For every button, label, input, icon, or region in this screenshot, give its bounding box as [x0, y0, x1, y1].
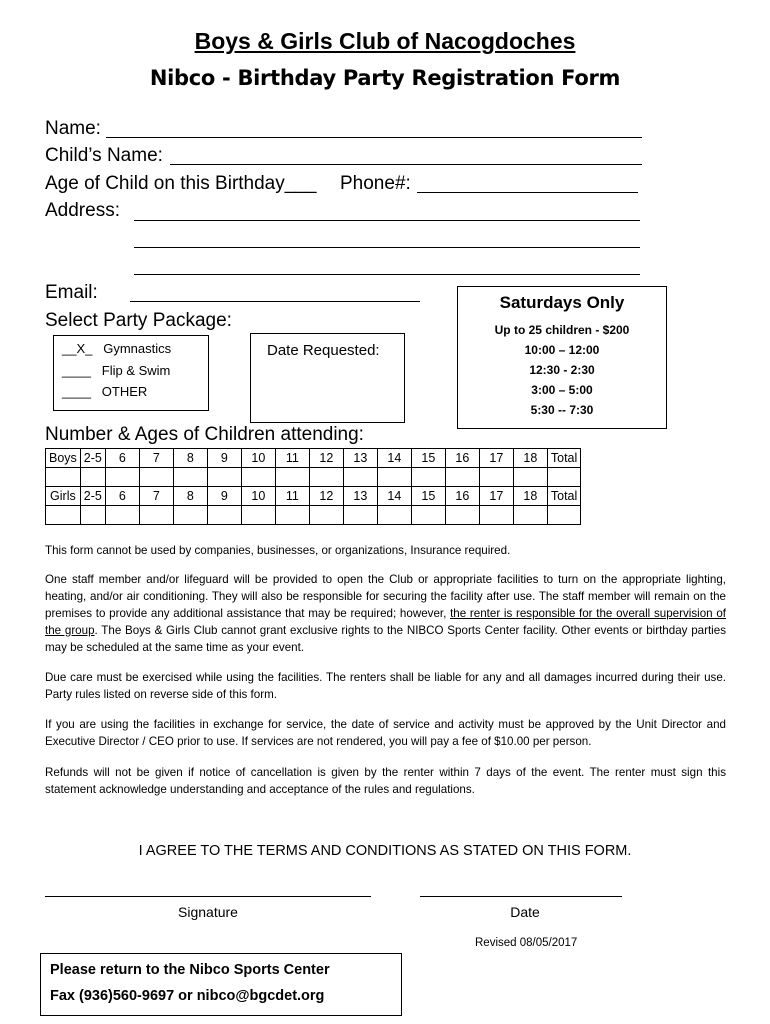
- age-cell: 2-5: [80, 487, 105, 506]
- email-field[interactable]: [130, 301, 420, 302]
- entry-cell[interactable]: [411, 506, 445, 525]
- entry-cell[interactable]: [547, 468, 580, 487]
- entry-cell[interactable]: [411, 468, 445, 487]
- return-instructions-box: [40, 953, 402, 1016]
- entry-cell[interactable]: [80, 468, 105, 487]
- age-cell: 15: [411, 449, 445, 468]
- age-cell: 17: [479, 449, 513, 468]
- agreement-statement: I AGREE TO THE TERMS AND CONDITIONS AS STATED ON THIS FORM.: [138, 843, 632, 859]
- name-label: Name:: [45, 118, 101, 139]
- girls-header-row: [46, 487, 581, 506]
- package-option-other[interactable]: ____ OTHER: [62, 384, 148, 399]
- ages-table: [45, 448, 581, 525]
- address-field-line-3[interactable]: [134, 274, 640, 275]
- entry-cell[interactable]: [309, 468, 343, 487]
- entry-cell[interactable]: [445, 506, 479, 525]
- date-requested-box[interactable]: [250, 333, 405, 423]
- total-cell: Total: [547, 449, 580, 468]
- terms-paragraph-3: Due care must be exercised while using the facilities. The renters shall be liable for any and all damages incurred during their use. Party rules listed on reverse side of this form.: [45, 671, 726, 701]
- time-slot-1: 10:00 – 12:00: [524, 343, 600, 357]
- time-slot-2: 12:30 - 2:30: [529, 363, 595, 377]
- entry-cell[interactable]: [207, 468, 241, 487]
- entry-cell: [46, 506, 81, 525]
- terms-paragraph-2: One staff member and/or lifeguard will be provided to open the Club or appropriate facilities to turn on the appropriate lighting, heating, and/or air conditioning. They will also be responsible for securing the facility after use. The staff member will remain on the premises to provide any additional assistance that may be required; however, the renter is responsible for the overall supervision of the group. The Boys & Girls Club cannot grant exclusive rights to the NIBCO Sports Center facility. Other events or birthday parties may be scheduled at the same time as your event.: [45, 573, 727, 654]
- age-cell: 6: [105, 487, 139, 506]
- entry-cell[interactable]: [275, 468, 309, 487]
- age-cell: 7: [139, 487, 173, 506]
- email-label: Email:: [45, 282, 98, 303]
- age-cell: 18: [513, 449, 547, 468]
- phone-field[interactable]: [417, 192, 638, 193]
- terms-paragraph-4: If you are using the facilities in exchange for service, the date of service and activity must be approved by the Unit Director and Executive Director / CEO prior to use. If services are not rendered, you will pay a fee of $10.00 per person.: [45, 718, 726, 748]
- age-cell: 13: [343, 449, 377, 468]
- select-package-label: Select Party Package:: [45, 310, 232, 331]
- entry-cell[interactable]: [173, 468, 207, 487]
- age-cell: 15: [411, 487, 445, 506]
- entry-cell[interactable]: [513, 468, 547, 487]
- child-name-field[interactable]: [170, 164, 642, 165]
- form-title: Boys & Girls Club of Nacogdoches: [194, 28, 576, 54]
- saturdays-info-box: [457, 286, 667, 429]
- entry-cell[interactable]: [377, 506, 411, 525]
- boys-label: Boys: [46, 449, 81, 468]
- child-name-label: Child’s Name:: [45, 145, 163, 166]
- age-cell: 11: [275, 487, 309, 506]
- entry-cell[interactable]: [80, 506, 105, 525]
- time-slot-4: 5:30 -- 7:30: [530, 403, 594, 417]
- package-options-box: [53, 335, 209, 411]
- entry-cell[interactable]: [173, 506, 207, 525]
- entry-cell[interactable]: [513, 506, 547, 525]
- address-field-line-1[interactable]: [134, 220, 640, 221]
- age-cell: 12: [309, 487, 343, 506]
- entry-cell[interactable]: [479, 468, 513, 487]
- phone-label: Phone#:: [340, 173, 411, 194]
- age-cell: 18: [513, 487, 547, 506]
- saturdays-title: Saturdays Only: [499, 293, 625, 312]
- age-cell: 7: [139, 449, 173, 468]
- boys-header-row: [46, 449, 581, 468]
- revised-date: Revised 08/05/2017: [475, 937, 578, 949]
- date-field[interactable]: [420, 896, 622, 897]
- form-subtitle: Nibco - Birthday Party Registration Form: [149, 66, 621, 90]
- age-cell: 2-5: [80, 449, 105, 468]
- boys-entry-row: [46, 468, 581, 487]
- entry-cell[interactable]: [241, 506, 275, 525]
- terms-paragraph-5: Refunds will not be given if notice of cancellation is given by the renter within 7 days of the event. The renter must sign this statement acknowledge understanding and acceptance of the rules and regulations.: [45, 766, 726, 796]
- entry-cell[interactable]: [479, 506, 513, 525]
- girls-entry-row: [46, 506, 581, 525]
- entry-cell: [46, 468, 81, 487]
- age-cell: 17: [479, 487, 513, 506]
- entry-cell[interactable]: [343, 506, 377, 525]
- address-label: Address:: [45, 200, 120, 221]
- signature-field[interactable]: [45, 896, 371, 897]
- terms-paragraph-1: This form cannot be used by companies, businesses, or organizations, Insurance required.: [45, 544, 511, 557]
- girls-label: Girls: [46, 487, 81, 506]
- age-cell: 11: [275, 449, 309, 468]
- entry-cell[interactable]: [139, 468, 173, 487]
- age-cell: 9: [207, 487, 241, 506]
- package-option-flip-swim[interactable]: ____ Flip & Swim: [62, 363, 171, 378]
- saturdays-price: Up to 25 children - $200: [494, 323, 630, 337]
- ages-heading: Number & Ages of Children attending:: [45, 424, 364, 445]
- entry-cell[interactable]: [139, 506, 173, 525]
- address-field-line-2[interactable]: [134, 247, 640, 248]
- signature-label: Signature: [178, 904, 238, 920]
- age-cell: 13: [343, 487, 377, 506]
- return-line-1: Please return to the Nibco Sports Center: [50, 962, 330, 978]
- entry-cell[interactable]: [207, 506, 241, 525]
- entry-cell[interactable]: [275, 506, 309, 525]
- entry-cell[interactable]: [377, 468, 411, 487]
- entry-cell[interactable]: [445, 468, 479, 487]
- age-cell: 9: [207, 449, 241, 468]
- entry-cell[interactable]: [105, 506, 139, 525]
- age-cell: 8: [173, 449, 207, 468]
- time-slot-3: 3:00 – 5:00: [531, 383, 593, 397]
- age-cell: 6: [105, 449, 139, 468]
- age-cell: 10: [241, 487, 275, 506]
- age-cell: 8: [173, 487, 207, 506]
- age-cell: 12: [309, 449, 343, 468]
- entry-cell[interactable]: [343, 468, 377, 487]
- age-label: Age of Child on this Birthday___: [45, 173, 317, 194]
- date-label: Date: [510, 904, 540, 920]
- package-option-gymnastics[interactable]: __X_ Gymnastics: [62, 341, 172, 356]
- age-cell: 16: [445, 487, 479, 506]
- age-cell: 16: [445, 449, 479, 468]
- entry-cell[interactable]: [241, 468, 275, 487]
- entry-cell[interactable]: [105, 468, 139, 487]
- total-cell: Total: [547, 487, 580, 506]
- entry-cell[interactable]: [547, 506, 580, 525]
- name-field[interactable]: [106, 137, 642, 138]
- return-line-2: Fax (936)560-9697 or nibco@bgcdet.org: [50, 988, 325, 1004]
- entry-cell[interactable]: [309, 506, 343, 525]
- age-cell: 14: [377, 449, 411, 468]
- date-requested-label: Date Requested:: [267, 342, 380, 359]
- age-cell: 10: [241, 449, 275, 468]
- age-cell: 14: [377, 487, 411, 506]
